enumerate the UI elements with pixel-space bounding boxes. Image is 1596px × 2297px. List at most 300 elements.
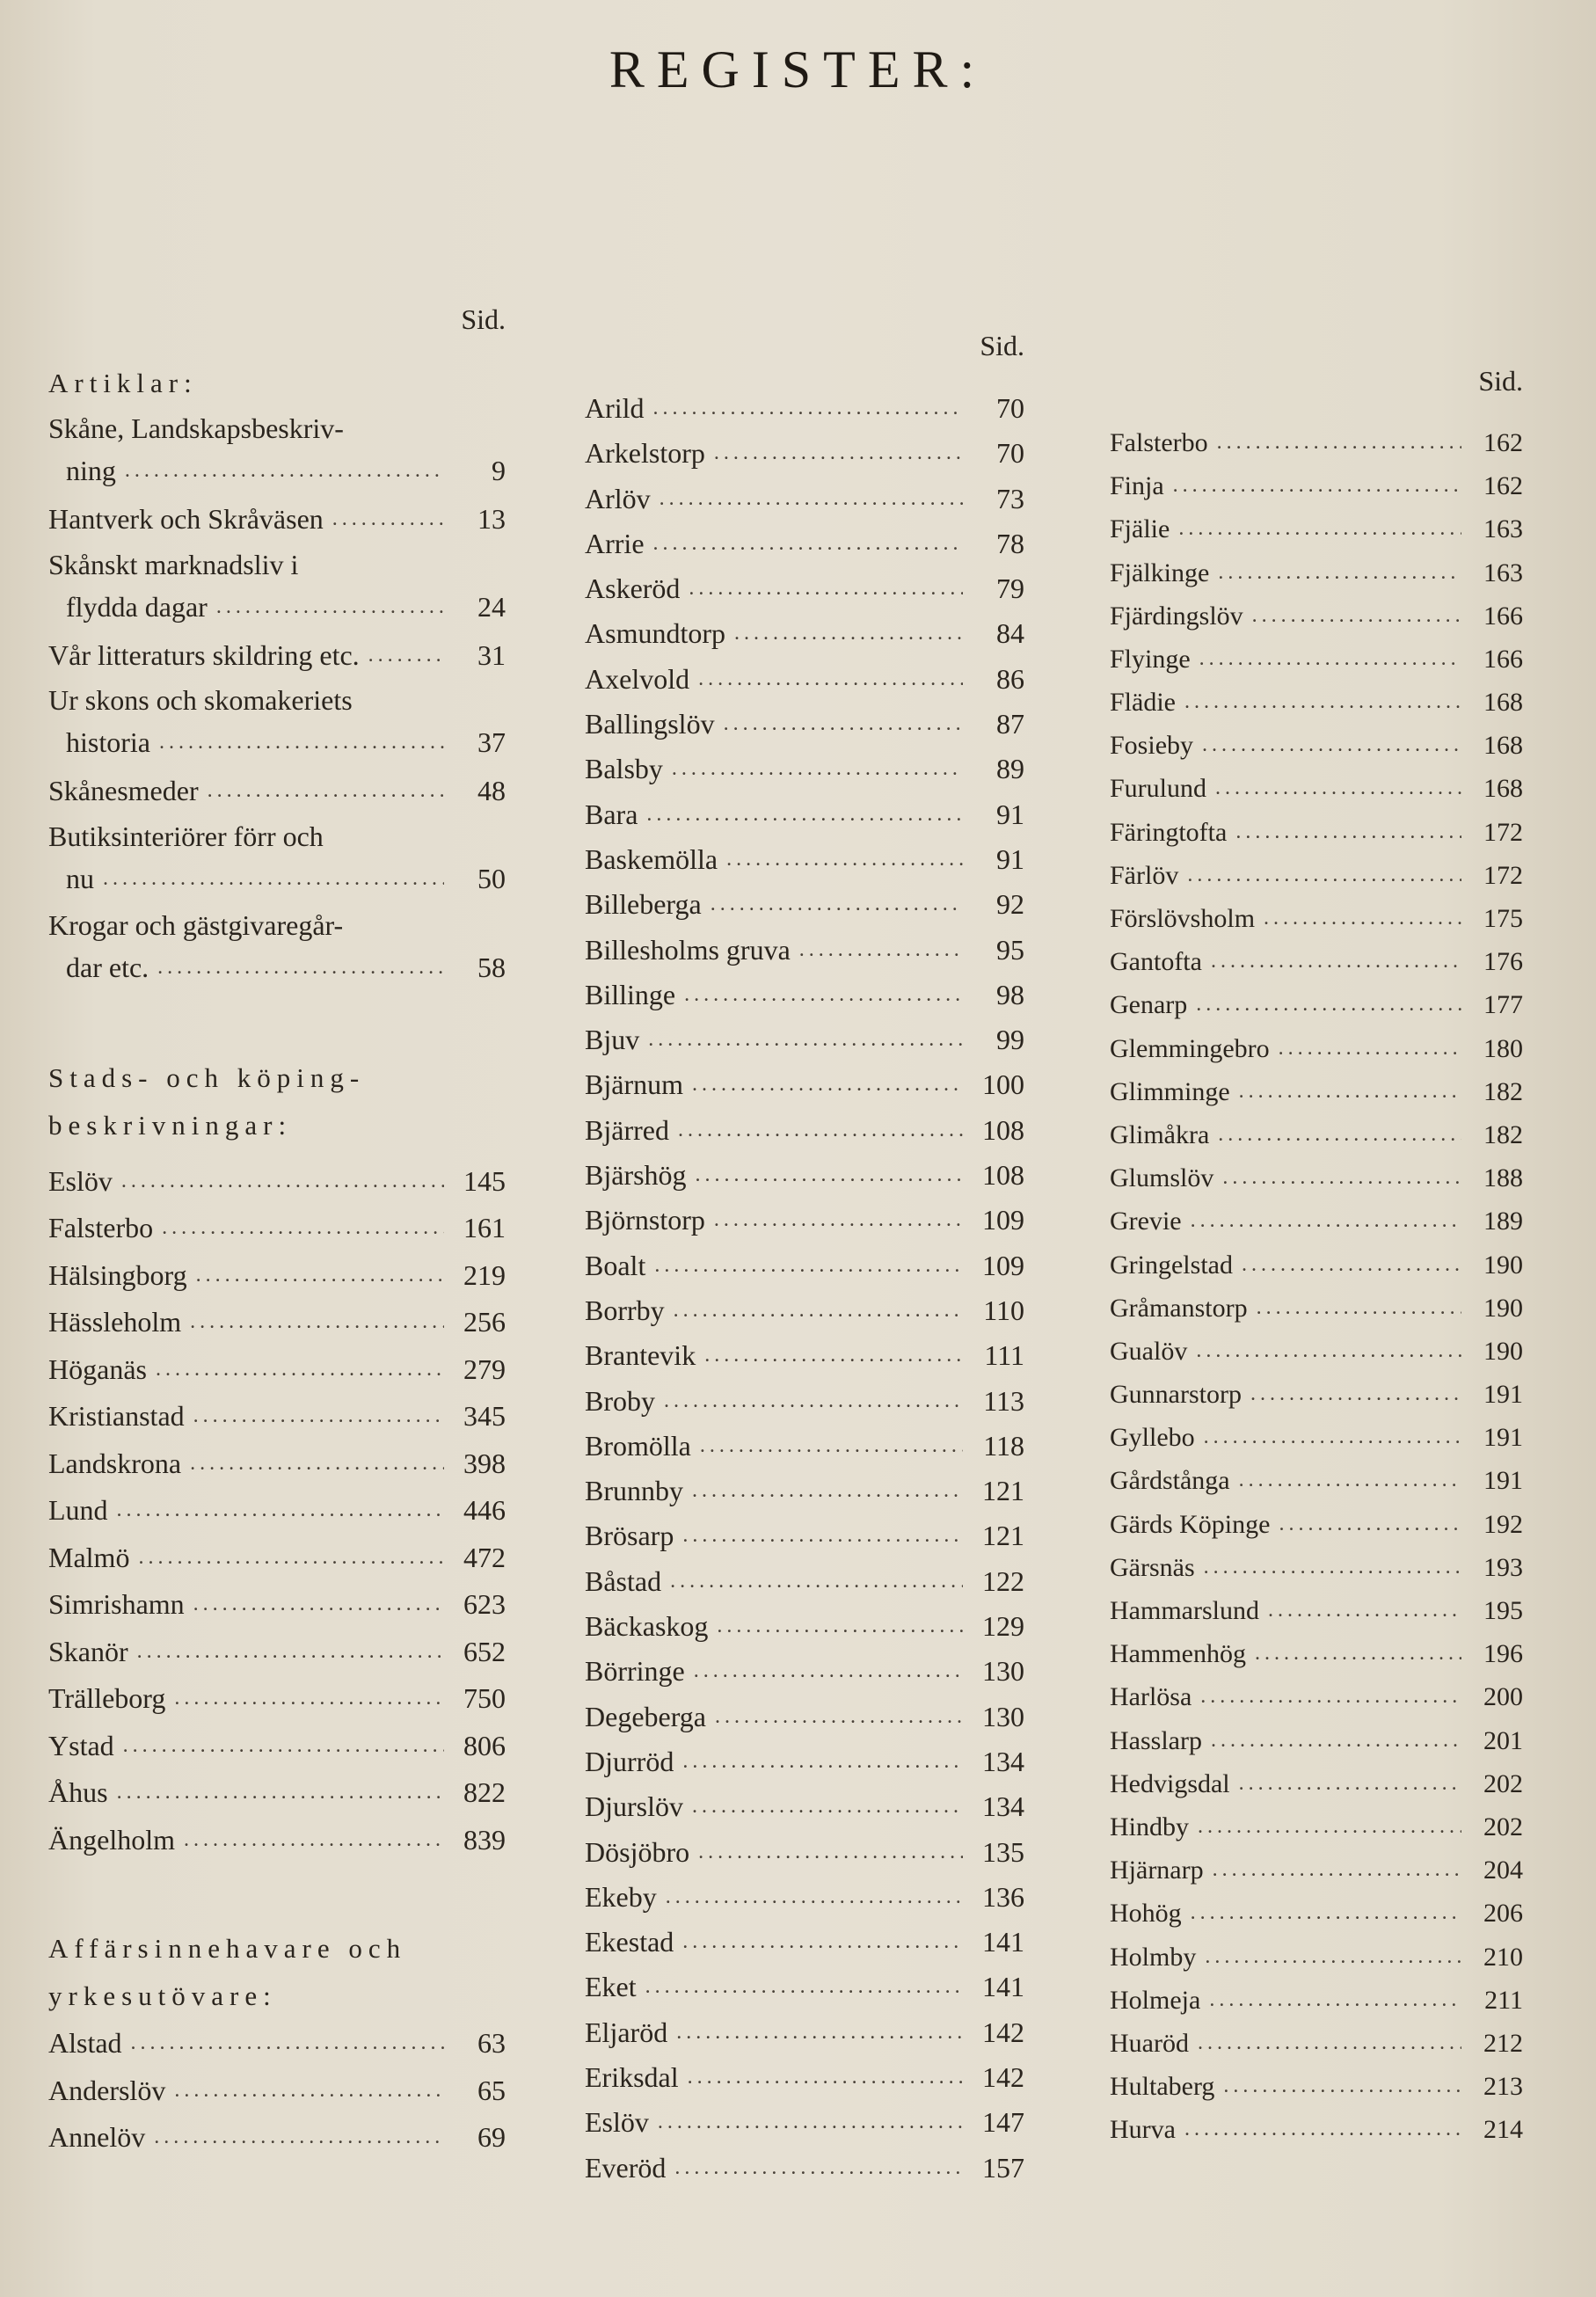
- entry-page-number: 201: [1483, 1725, 1523, 1755]
- entry-name: Fosieby: [1110, 731, 1194, 761]
- index-entry: [585, 1513, 1024, 1558]
- index-entry: [48, 1346, 506, 1394]
- entry-name: Brunnby: [585, 1475, 683, 1507]
- index-entry: [1110, 854, 1523, 897]
- entry-name: Ystad: [48, 1729, 114, 1761]
- dot-leader: [658, 2100, 963, 2145]
- index-entry: [48, 1299, 506, 1346]
- index-entry: [1110, 464, 1523, 507]
- dot-leader: [682, 1739, 963, 1784]
- dot-leader: [715, 1695, 963, 1739]
- entry-name: Bara: [585, 798, 638, 830]
- entry-page-number: 161: [463, 1212, 506, 1243]
- entry-name: Arkelstorp: [585, 437, 705, 470]
- index-entry: [585, 1108, 1024, 1153]
- entry-name: Simrishamn: [48, 1588, 185, 1620]
- entry-page-number: 214: [1483, 2115, 1523, 2145]
- entry-page-number: 24: [477, 590, 506, 623]
- entry-page-number: 219: [463, 1258, 506, 1291]
- index-entry: [585, 2146, 1024, 2191]
- entry-name: Förslövsholm: [1110, 904, 1256, 934]
- entry-page-number: 78: [996, 527, 1024, 559]
- index-entry: [1110, 1503, 1523, 1546]
- entry-page-number: 113: [983, 1384, 1024, 1417]
- index-entry: [1110, 1200, 1523, 1243]
- dot-leader: [156, 1346, 444, 1394]
- dot-leader: [190, 1440, 444, 1488]
- entry-page-number: 9: [492, 455, 506, 486]
- dot-leader: [1184, 681, 1461, 724]
- entry-page-number: 70: [996, 392, 1024, 424]
- index-entry: [1110, 1243, 1523, 1287]
- entry-page-number: 134: [982, 1745, 1024, 1777]
- dot-leader: [660, 477, 963, 521]
- entry-name: Börringe: [585, 1655, 685, 1688]
- index-entry: [585, 1469, 1024, 1513]
- dot-leader: [1218, 1113, 1461, 1156]
- dot-leader: [208, 768, 444, 815]
- entry-name: Bjärred: [585, 1113, 669, 1146]
- entry-page-number: 806: [463, 1729, 506, 1761]
- entry-name: Vår litteraturs skildring etc.: [48, 638, 360, 671]
- entry-page-number: 176: [1483, 947, 1523, 977]
- entry-page-number: 63: [477, 2027, 506, 2059]
- index-entry: [585, 1784, 1024, 1829]
- entry-name: Eriksdal: [585, 2060, 679, 2093]
- index-entry: [48, 1675, 506, 1723]
- dot-leader: [648, 1017, 963, 1062]
- articles-list: [48, 407, 506, 988]
- index-entry: [585, 747, 1024, 791]
- dot-leader: [1198, 2022, 1461, 2065]
- entry-name: Bromölla: [585, 1429, 691, 1462]
- index-entry: [585, 2100, 1024, 2145]
- dot-leader: [704, 1333, 963, 1378]
- index-entry: [1110, 594, 1523, 638]
- index-entry: [585, 928, 1024, 973]
- dot-leader: [684, 973, 963, 1017]
- dot-leader: [216, 586, 444, 628]
- entry-name: Gringelstad: [1110, 1250, 1233, 1280]
- entry-name: Hurva: [1110, 2115, 1176, 2145]
- entry-name: Gårdstånga: [1110, 1466, 1230, 1496]
- entry-page-number: 121: [982, 1475, 1024, 1507]
- entry-page-number: 163: [1483, 514, 1523, 544]
- index-entry: [585, 1695, 1024, 1739]
- dot-leader: [724, 702, 963, 747]
- towns-list: [48, 1158, 506, 1864]
- entry-name: Gärds Köpinge: [1110, 1509, 1271, 1539]
- entry-name: Gärsnäs: [1110, 1552, 1195, 1582]
- entry-page-number: 118: [983, 1429, 1024, 1462]
- entry-name-line-2: historia: [66, 726, 150, 758]
- dot-leader: [700, 1424, 963, 1469]
- dot-leader: [678, 1108, 963, 1153]
- index-entry: [48, 2114, 506, 2162]
- entry-name: Finja: [1110, 471, 1164, 501]
- dot-leader: [1178, 507, 1461, 551]
- dot-leader: [726, 837, 963, 882]
- index-entry: [585, 521, 1024, 566]
- entry-name: Skånesmeder: [48, 775, 199, 806]
- entry-name: Grevie: [1110, 1207, 1182, 1236]
- index-entry: [585, 1559, 1024, 1604]
- entry-name: Balsby: [585, 753, 663, 785]
- dot-leader: [196, 1252, 444, 1300]
- entry-page-number: 279: [463, 1353, 506, 1385]
- index-entry: [1110, 1762, 1523, 1805]
- entry-page-number: 162: [1483, 427, 1523, 457]
- dot-leader: [676, 2010, 963, 2055]
- index-entry: [1110, 1113, 1523, 1156]
- index-entry: [585, 1424, 1024, 1469]
- entry-name: Dösjöbro: [585, 1835, 690, 1868]
- entry-page-number: 472: [463, 1541, 506, 1573]
- entry-name: Holmby: [1110, 1942, 1197, 1972]
- index-entry: [585, 1649, 1024, 1694]
- column-b-list: [585, 386, 1024, 2191]
- entry-page-number: 135: [982, 1835, 1024, 1868]
- entry-page-number: 100: [982, 1068, 1024, 1101]
- entry-name: Höganäs: [48, 1353, 147, 1385]
- entry-page-number: 50: [477, 862, 506, 894]
- entry-page-number: 141: [982, 1926, 1024, 1958]
- entry-page-number: 652: [463, 1635, 506, 1667]
- index-entry: [48, 2067, 506, 2115]
- entry-name: Degeberga: [585, 1700, 706, 1732]
- entry-page-number: 750: [463, 1682, 506, 1714]
- entry-name-line-2: flydda dagar: [66, 590, 208, 623]
- index-entry: [585, 1830, 1024, 1875]
- entry-page-number: 141: [982, 1971, 1024, 2003]
- entry-name: Gunnarstorp: [1110, 1380, 1242, 1410]
- index-entry: [585, 2055, 1024, 2100]
- entry-name: Ekeby: [585, 1880, 657, 1913]
- dot-leader: [1199, 638, 1461, 681]
- entry-name: Eljaröd: [585, 2016, 668, 2048]
- entry-page-number: 121: [982, 1520, 1024, 1552]
- entry-name-line-1: Butiksinteriörer förr och: [48, 820, 324, 852]
- dot-leader: [653, 386, 963, 431]
- entry-page-number: 839: [463, 1823, 506, 1856]
- entry-page-number: 91: [996, 842, 1024, 875]
- entry-page-number: 162: [1483, 471, 1523, 501]
- dot-leader: [1279, 1503, 1461, 1546]
- entry-name: Axelvold: [585, 662, 690, 695]
- entry-name: Malmö: [48, 1541, 130, 1573]
- dot-leader: [193, 1393, 444, 1440]
- index-entry: [48, 2020, 506, 2067]
- entry-page-number: 109: [982, 1204, 1024, 1236]
- entry-name-line-1: Skåne, Landskapsbeskriv-: [48, 412, 344, 444]
- dot-leader: [157, 946, 444, 988]
- dot-leader: [1239, 1459, 1461, 1502]
- column-c-list: [1110, 421, 1523, 2152]
- index-entry: [1110, 638, 1523, 681]
- entry-name: Flyinge: [1110, 644, 1191, 674]
- index-entry: [1110, 1589, 1523, 1632]
- entry-name-line-1: Krogar och gästgivaregår-: [48, 908, 344, 941]
- dot-leader: [674, 2146, 963, 2191]
- entry-page-number: 180: [1483, 1033, 1523, 1063]
- entry-name: Everöd: [585, 2151, 667, 2184]
- dot-leader: [1200, 1675, 1461, 1718]
- index-entry: [1110, 1460, 1523, 1503]
- entry-page-number: 345: [463, 1400, 506, 1432]
- index-entry: [585, 477, 1024, 521]
- dot-leader: [138, 1535, 444, 1582]
- entry-name: Hässleholm: [48, 1306, 182, 1338]
- dot-leader: [154, 2114, 444, 2162]
- dot-leader: [714, 1198, 963, 1243]
- entry-page-number: 189: [1483, 1207, 1523, 1236]
- dot-leader: [1239, 1070, 1461, 1113]
- index-entry: [1110, 2065, 1523, 2108]
- dot-leader: [184, 1817, 444, 1864]
- entry-page-number: 188: [1483, 1163, 1523, 1193]
- dot-leader: [692, 1469, 963, 1513]
- index-entry: [48, 632, 506, 680]
- index-entry: [48, 1158, 506, 1206]
- entry-name: Skanör: [48, 1635, 128, 1667]
- entry-page-number: 172: [1483, 817, 1523, 847]
- dot-leader: [1257, 1287, 1461, 1330]
- entry-page-number: 109: [982, 1249, 1024, 1281]
- index-entry: [585, 2010, 1024, 2055]
- towns-heading-line-2: beskrivningar:: [48, 1109, 293, 1141]
- dot-leader: [734, 611, 963, 656]
- entry-page-number: 58: [477, 951, 506, 983]
- index-entry: [1110, 1632, 1523, 1675]
- entry-name: Anderslöv: [48, 2074, 166, 2106]
- dot-leader: [688, 2055, 963, 2100]
- dot-leader: [1250, 1373, 1461, 1416]
- index-entry: [585, 882, 1024, 927]
- index-entry: [48, 904, 506, 988]
- dot-leader: [1211, 940, 1461, 983]
- dot-leader: [1205, 1936, 1461, 1979]
- index-entry: [585, 702, 1024, 747]
- index-entry: [585, 566, 1024, 611]
- entry-name: Hjärnarp: [1110, 1856, 1204, 1885]
- index-entry: [48, 1723, 506, 1770]
- entry-name: Ängelholm: [48, 1823, 175, 1856]
- dot-leader: [689, 566, 963, 611]
- entry-name: Hammenhög: [1110, 1639, 1246, 1669]
- dot-leader: [1191, 1200, 1461, 1243]
- entry-page-number: 87: [996, 708, 1024, 740]
- entry-page-number: 182: [1483, 1119, 1523, 1149]
- dot-leader: [121, 1158, 444, 1206]
- dot-leader: [1213, 1849, 1461, 1892]
- dot-leader: [159, 721, 444, 763]
- dot-leader: [698, 1830, 963, 1875]
- entry-name: Björnstorp: [585, 1204, 705, 1236]
- dot-leader: [1252, 594, 1461, 638]
- index-entry: [585, 837, 1024, 882]
- entry-page-number: 142: [982, 2060, 1024, 2093]
- entry-name: Arrie: [585, 527, 645, 559]
- entry-name: Glimåkra: [1110, 1119, 1210, 1149]
- entry-page-number: 191: [1483, 1423, 1523, 1453]
- index-entry: [1110, 1675, 1523, 1718]
- dot-leader: [645, 1965, 963, 2009]
- entry-page-number: 193: [1483, 1552, 1523, 1582]
- index-entry: [585, 1965, 1024, 2009]
- entry-page-number: 84: [996, 617, 1024, 650]
- index-entry: [1110, 1027, 1523, 1070]
- index-entry: [1110, 1287, 1523, 1330]
- entry-name: Furulund: [1110, 774, 1207, 804]
- dot-leader: [1279, 1027, 1461, 1070]
- index-entry: [585, 611, 1024, 656]
- entry-page-number: 92: [996, 888, 1024, 921]
- entry-page-number: 166: [1483, 601, 1523, 631]
- index-entry: [1110, 1156, 1523, 1200]
- entry-page-number: 190: [1483, 1336, 1523, 1366]
- entry-page-number: 192: [1483, 1509, 1523, 1539]
- entry-name: Djurslöv: [585, 1790, 683, 1823]
- entry-name: Huaröd: [1110, 2028, 1189, 2058]
- entry-page-number: 210: [1483, 1942, 1523, 1972]
- entry-page-number: 91: [996, 798, 1024, 830]
- entry-name-line-1: Ur skons och skomakeriets: [48, 684, 353, 716]
- entry-page-number: 70: [996, 437, 1024, 470]
- index-entry: [1110, 1373, 1523, 1416]
- dot-leader: [162, 1205, 444, 1252]
- dot-leader: [174, 1675, 444, 1723]
- entry-name: Gualöv: [1110, 1336, 1188, 1366]
- entry-page-number: 202: [1483, 1768, 1523, 1798]
- entry-name: Holmeja: [1110, 1985, 1201, 2015]
- entry-name: Djurröd: [585, 1745, 674, 1777]
- column-a: [48, 303, 506, 2162]
- dot-leader: [1202, 724, 1461, 767]
- index-entry: [48, 1817, 506, 1864]
- index-entry: [1110, 2108, 1523, 2151]
- entry-page-number: 130: [982, 1700, 1024, 1732]
- dot-leader: [1196, 983, 1461, 1026]
- entry-name: Bäckaskog: [585, 1610, 709, 1643]
- entry-page-number: 190: [1483, 1293, 1523, 1323]
- entry-name: Genarp: [1110, 990, 1188, 1020]
- index-entry: [585, 657, 1024, 702]
- index-entry: [585, 1198, 1024, 1243]
- index-entry: [585, 1288, 1024, 1333]
- index-entry: [1110, 724, 1523, 767]
- dot-leader: [1255, 1632, 1461, 1675]
- entry-page-number: 111: [984, 1339, 1024, 1372]
- entry-name: Falsterbo: [48, 1212, 154, 1243]
- index-entry: [585, 792, 1024, 837]
- index-entry: [48, 407, 506, 492]
- entry-name: Borrby: [585, 1294, 665, 1326]
- entry-name: Färlöv: [1110, 860, 1179, 890]
- entry-name: Fjärdingslöv: [1110, 601, 1243, 631]
- dot-leader: [1204, 1546, 1461, 1589]
- index-entry: [48, 1205, 506, 1252]
- entry-page-number: 31: [477, 638, 506, 671]
- entry-name: Eslöv: [48, 1164, 113, 1197]
- entry-page-number: 206: [1483, 1899, 1523, 1929]
- entry-name: Hammarslund: [1110, 1596, 1259, 1626]
- index-entry: [1110, 421, 1523, 464]
- entry-name: Glimminge: [1110, 1076, 1230, 1106]
- entry-page-number: 182: [1483, 1076, 1523, 1106]
- dot-leader: [131, 2020, 444, 2067]
- entry-name: Hultaberg: [1110, 2072, 1215, 2102]
- entry-name: Hälsingborg: [48, 1258, 187, 1291]
- dot-leader: [1187, 854, 1461, 897]
- entry-page-number: 172: [1483, 860, 1523, 890]
- dot-leader: [682, 1920, 963, 1965]
- column-c: [1110, 365, 1523, 2152]
- dot-leader: [1222, 1156, 1461, 1200]
- index-entry: [48, 1393, 506, 1440]
- dot-leader: [117, 1487, 444, 1535]
- entry-page-number: 191: [1483, 1380, 1523, 1410]
- index-entry: [1110, 1070, 1523, 1113]
- entry-page-number: 175: [1483, 904, 1523, 934]
- entry-page-number: 136: [982, 1880, 1024, 1913]
- dot-leader: [332, 496, 444, 543]
- dot-leader: [714, 431, 963, 476]
- index-entry: [48, 679, 506, 763]
- dot-leader: [1235, 811, 1461, 854]
- articles-heading: Artiklar:: [48, 368, 198, 398]
- entry-page-number: 623: [463, 1588, 506, 1620]
- index-entry: [48, 815, 506, 900]
- index-entry: [585, 1153, 1024, 1198]
- entry-page-number: 145: [463, 1164, 506, 1197]
- index-entry: [1110, 1719, 1523, 1762]
- entry-name: Ballingslöv: [585, 708, 715, 740]
- index-entry: [585, 1379, 1024, 1424]
- index-entry: [1110, 897, 1523, 940]
- entry-name: Gråmanstorp: [1110, 1293, 1248, 1323]
- entry-name: Färingtofta: [1110, 817, 1228, 847]
- dot-leader: [674, 1288, 963, 1333]
- dot-leader: [1191, 1892, 1461, 1935]
- dot-leader: [137, 1629, 444, 1676]
- index-entry: [1110, 1849, 1523, 1892]
- entry-page-number: 191: [1483, 1466, 1523, 1496]
- dot-leader: [694, 1649, 963, 1694]
- dot-leader: [711, 882, 963, 927]
- dot-leader: [717, 1604, 963, 1649]
- entry-name: Asmundtorp: [585, 617, 725, 650]
- dot-leader: [654, 1243, 963, 1288]
- owners-heading-line-2: yrkesutövare:: [48, 1980, 277, 2011]
- index-entry: [585, 386, 1024, 431]
- index-entry: [585, 1604, 1024, 1649]
- entry-page-number: 204: [1483, 1856, 1523, 1885]
- dot-leader: [1268, 1589, 1461, 1632]
- index-entry: [585, 1920, 1024, 1965]
- index-entry: [585, 1739, 1024, 1784]
- sid-label: Sid.: [1478, 365, 1523, 397]
- towns-heading-line-1: Stads- och köping-: [48, 1061, 366, 1093]
- dot-leader: [653, 521, 963, 566]
- dot-leader: [1173, 464, 1461, 507]
- entry-name: Brösarp: [585, 1520, 674, 1552]
- dot-leader: [117, 1769, 444, 1817]
- entry-name: Åhus: [48, 1776, 108, 1808]
- dot-leader: [682, 1513, 963, 1558]
- entry-name: Arlöv: [585, 482, 651, 514]
- entry-name: Askeröd: [585, 572, 681, 605]
- entry-name: Fjälkinge: [1110, 558, 1210, 587]
